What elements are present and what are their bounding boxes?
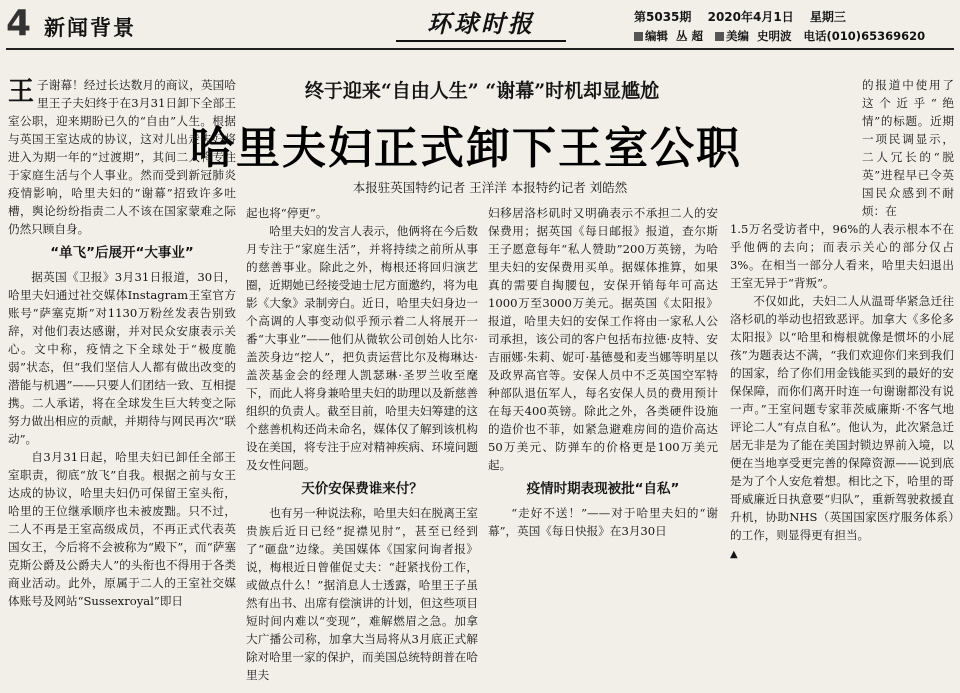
paragraph: 也有另一种说法称，哈里夫妇在脱离王室贵族后近日已经“捉襟见肘”，甚至已经到了“砸盘”边缘。美国媒体《国家问询者报》说，梅根近日曾催促丈夫：“赶紧找份工作，或做点什么！”据消息人士透露，哈里王子虽然有出书、出席有偿演讲的计划，但这些项目短时间内难以“变现”，难解燃眉之急。加拿大广播公司称，加拿大当局将从3月底正式解除对哈里一家的保护，而美国总统特朗普在哈里夫 <box>246 506 478 682</box>
paragraph: 妇移居洛杉矶时又明确表示不承担二人的安保费用；据英国《每日邮报》报道，查尔斯王子愿意每年“私人赞助”200万英镑，为哈里夫妇的安保费用买单。据媒体推算，如果真的需要自掏腰包，安保开销每年可高达1000万至3000万美元。据英国《太阳报》报道，哈里夫妇的安保工作将由一家私人公司承担，该公司的客户包括布拉德·皮特、安吉丽娜·朱莉、妮可·基德曼和麦当娜等明星以及政界高官等。安保人员中不乏英国空军特种部队退伍军人，每名安保人员的费用预计在每天400英镑。除此之外，各类硬件设施的造价也不菲，如紧急避难房间的造价高达50万美元、防弹车的价格更是100万美元起。 <box>488 206 718 472</box>
article-column-1 <box>8 76 236 690</box>
paragraph: “走好不送！”——对于哈里夫妇的“谢幕”，英国《每日快报》在3月30日 <box>488 506 718 538</box>
header-divider <box>6 48 954 50</box>
section-subheading: 疫情时期表现被批“自私” <box>526 481 680 497</box>
drop-cap: 王 <box>8 77 35 107</box>
square-bullet-icon <box>715 32 724 41</box>
art-editor-label: 美编 <box>726 29 750 43</box>
section-subheading: 天价安保费谁来付？ <box>301 481 423 497</box>
staff-info <box>634 28 933 44</box>
article-end-mark: ▲ <box>730 549 738 560</box>
art-editor-name: 史明波 <box>757 29 792 43</box>
section-name: 新闻背景 <box>44 15 136 40</box>
paragraph: 的报道中使用了这个近乎“绝情”的标题。近期一项民调显示，二人冗长的“脱英”进程早已令英国民众感到不耐烦：在 <box>862 78 954 218</box>
paragraph: 据英国《卫报》3月31日报道，30日，哈里夫妇通过社交媒体Instagram王室官方账号“萨塞克斯”对1130万粉丝发表告别致辞，对他们表达感谢，并对民众安康表示关心。文中称，疫情之下全球处于“极度脆弱”状态，但“我们坚信人人都有做出改变的潜能与机遇”——只要人们团结一致、互相提携。二人承诺，将在全球发生巨大转变之际努力做出相应的贡献，并期待与网民再次“联动”。 <box>8 270 236 446</box>
paragraph: 1.5万名受访者中，96%的人表示根本不在乎他俩的去向；而表示关心的部分仅占3%。在相当一部分人看来，哈里夫妇退出王室无异于“背叛”。 <box>730 222 954 290</box>
issue-weekday: 星期三 <box>809 10 846 24</box>
phone-number: 电话(010)65369620 <box>803 29 926 43</box>
article-column-4 <box>730 76 954 690</box>
paragraph: 子谢幕！经过长达数月的商议，英国哈里王子夫妇终于在3月31日卸下全部王室公职，迎来期盼已久的“自由”人生。根据与英国王室达成的协议，这对儿出走夫妇将进入为期一年的“过渡期”，其间二人将专注于家庭生活与个人事业。然而受到新冠肺炎疫情影响，哈里夫妇的“谢幕”招致许多吐槽，舆论纷纷指责二人不该在国家蒙难之际仍然只顾自身。 <box>8 78 236 236</box>
section-number: 4 <box>6 3 32 44</box>
paragraph: 不仅如此，夫妇二人从温哥华紧急迁往洛杉矶的举动也招致恶评。加拿大《多伦多太阳报》以“哈里和梅根就像是惯坏的小屁孩”为题表达不满，“我们欢迎你们来到我们的国家，给了你们用金钱能买到的最好的安保保障，而你们离开时连一句谢谢都没有说一声。”王室问题专家菲茨威廉斯·不客气地评论二人“有点自私”。他认为，此次紧急迁居无非是为了能在美国封锁边界前入境，以便在当地享受更完善的保障资源——说到底是为了个人安危着想。相比之下，哈里的哥哥威廉近日执意要“归队”，重新驾驶救援直升机，协助NHS（英国国家医疗服务体系）的工作，则显得更有担当。 <box>730 294 954 542</box>
paragraph: 自3月31日起，哈里夫妇已卸任全部王室职责，彻底“放飞”自我。根据之前与女王达成的协议，哈里夫妇仍可保留王室头衔，哈里的王位继承顺序也未被废黜。只不过，二人不再是王室高级成员，不再正式代表英国女王，今后将不会被称为“殿下”，而“萨塞克斯公爵及公爵夫人”的头衔也不得用于各类商业活动。此外，原属于二人的王室社交媒体账号及网站“Sussexroyal”即日 <box>8 450 236 608</box>
editor-name: 丛 超 <box>676 29 704 43</box>
article-headline: 哈里夫妇正式卸下王室公职 <box>190 123 742 174</box>
paragraph: 起也将“停更”。 <box>246 206 328 220</box>
article-subheadline: 终于迎来“自由人生” “谢幕”时机却显尴尬 <box>304 80 660 102</box>
issue-number: 第5035期 <box>634 10 692 24</box>
article-byline: 本报驻英国特约记者 王洋洋 本报特约记者 刘皓然 <box>352 180 628 195</box>
newspaper-masthead: 环球时报 <box>396 8 566 42</box>
issue-info <box>634 8 858 25</box>
article-column-3 <box>488 204 718 690</box>
issue-date: 2020年4月1日 <box>707 10 794 24</box>
paragraph: 哈里夫妇的发言人表示，他俩将在今后数月专注于“家庭生活”，并将持续之前所从事的慈善事业。除此之外，梅根还将回归演艺圈，近期她已经接受迪士尼方面邀约，将为电影《大象》录制旁白。近日，哈里夫妇身边一个高调的人事变动似乎预示着二人将展开一番“大事业”——他们从微软公司创始人比尔·盖茨身边“挖人”，把负责运营比尔及梅琳达·盖茨基金会的经理人凯瑟琳·圣罗兰收至麾下，而此人将身兼哈里夫妇的助理以及新慈善组织的负责人。截至目前，哈里夫妇筹建的这个慈善机构还尚未命名，媒体仅了解到该机构设在美国，将专注于应对精神疾病、环境问题及女性问题。 <box>246 224 478 472</box>
section-subheading: “单飞”后展开“大事业” <box>50 245 194 261</box>
editor-label: 编辑 <box>645 29 668 43</box>
square-bullet-icon <box>634 32 643 41</box>
article-column-2 <box>246 204 478 690</box>
